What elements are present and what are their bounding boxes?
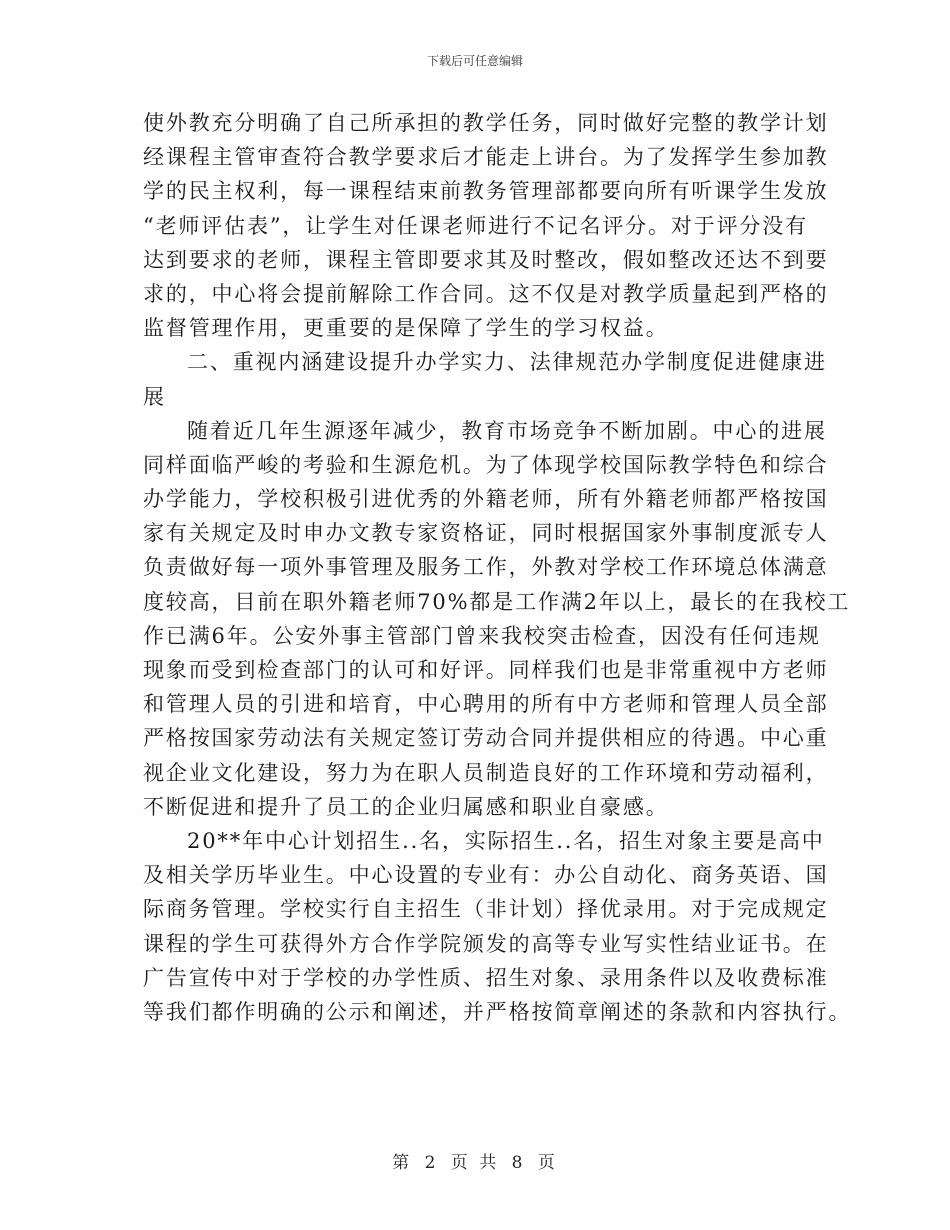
text-line: 展 (143, 384, 166, 409)
text-line: 际商务管理。学校实行自主招生（非计划）择优录用。对于完成规定 (143, 897, 829, 922)
text-line: 办学能力，学校积极引进优秀的外籍老师，所有外籍老师都严格按国 (143, 487, 829, 512)
text-line: 度较高，目前在职外籍老师70%都是工作满2年以上，最长的在我校工 (143, 589, 851, 614)
text-line: “老师评估表”，让学生对任课老师进行不记名评分。对于评分没有 (143, 213, 808, 238)
text-line: 经课程主管审查符合教学要求后才能走上讲台。为了发挥学生参加教 (143, 145, 829, 170)
text-line: 二、重视内涵建设提升办学实力、法律规范办学制度促进健康进 (187, 350, 827, 375)
footer-page-number: 2 (424, 1153, 439, 1173)
footer-middle: 页 共 (450, 1153, 500, 1173)
text-line: 学的民主权利，每一课程结束前教务管理部都要向所有听课学生发放 (143, 179, 829, 204)
text-line: 及相关学历毕业生。中心设置的专业有：办公自动化、商务英语、国 (143, 863, 829, 888)
text-line: 课程的学生可获得外方合作学院颁发的高等专业写实性结业证书。在 (143, 931, 829, 956)
text-line: 严格按国家劳动法有关规定签订劳动合同并提供相应的待遇。中心重 (143, 726, 829, 751)
text-line: 达到要求的老师，课程主管即要求其及时整改，假如整改还达不到要 (143, 247, 829, 272)
text-line: 家有关规定及时申办文教专家资格证，同时根据国家外事制度派专人 (143, 521, 829, 546)
footer-prefix: 第 (392, 1153, 413, 1173)
text-line: 视企业文化建设，努力为在职人员制造良好的工作环境和劳动福利， (143, 760, 829, 785)
text-line: 等我们都作明确的公示和阐述，并严格按简章阐述的条款和内容执行。 (143, 999, 852, 1024)
text-line: 求的，中心将会提前解除工作合同。这不仅是对教学质量起到严格的 (143, 281, 829, 306)
footer-suffix: 页 (537, 1153, 558, 1173)
page-header: 下载后可任意编辑 (426, 54, 523, 68)
text-line: 和管理人员的引进和培育，中心聘用的所有中方老师和管理人员全部 (143, 692, 829, 717)
text-line: 作已满6年。公安外事主管部门曾来我校突击检查，因没有任何违规 (143, 623, 821, 648)
text-line: 监督管理作用，更重要的是保障了学生的学习权益。 (143, 316, 669, 341)
text-line: 随着近几年生源逐年减少，教育市场竞争不断加剧。中心的进展 (187, 418, 827, 443)
text-line: 同样面临严峻的考验和生源危机。为了体现学校国际教学特色和综合 (143, 452, 829, 477)
text-line: 广告宣传中对于学校的办学性质、招生对象、录用条件以及收费标准 (143, 965, 829, 990)
text-line: 使外教充分明确了自己所承担的教学任务，同时做好完整的教学计划 (143, 111, 829, 135)
text-line: 不断促进和提升了员工的企业归属感和职业自豪感。 (143, 794, 669, 819)
text-line: 现象而受到检查部门的认可和好评。同样我们也是非常重视中方老师 (143, 658, 829, 682)
document-body (143, 106, 852, 1029)
text-line: 负责做好每一项外事管理及服务工作，外教对学校工作环境总体满意 (143, 555, 829, 580)
footer-total-pages: 8 (511, 1153, 526, 1173)
page-footer (0, 1148, 950, 1173)
text-line: 20**年中心计划招生..名，实际招生..名，招生对象主要是高中 (187, 828, 825, 853)
